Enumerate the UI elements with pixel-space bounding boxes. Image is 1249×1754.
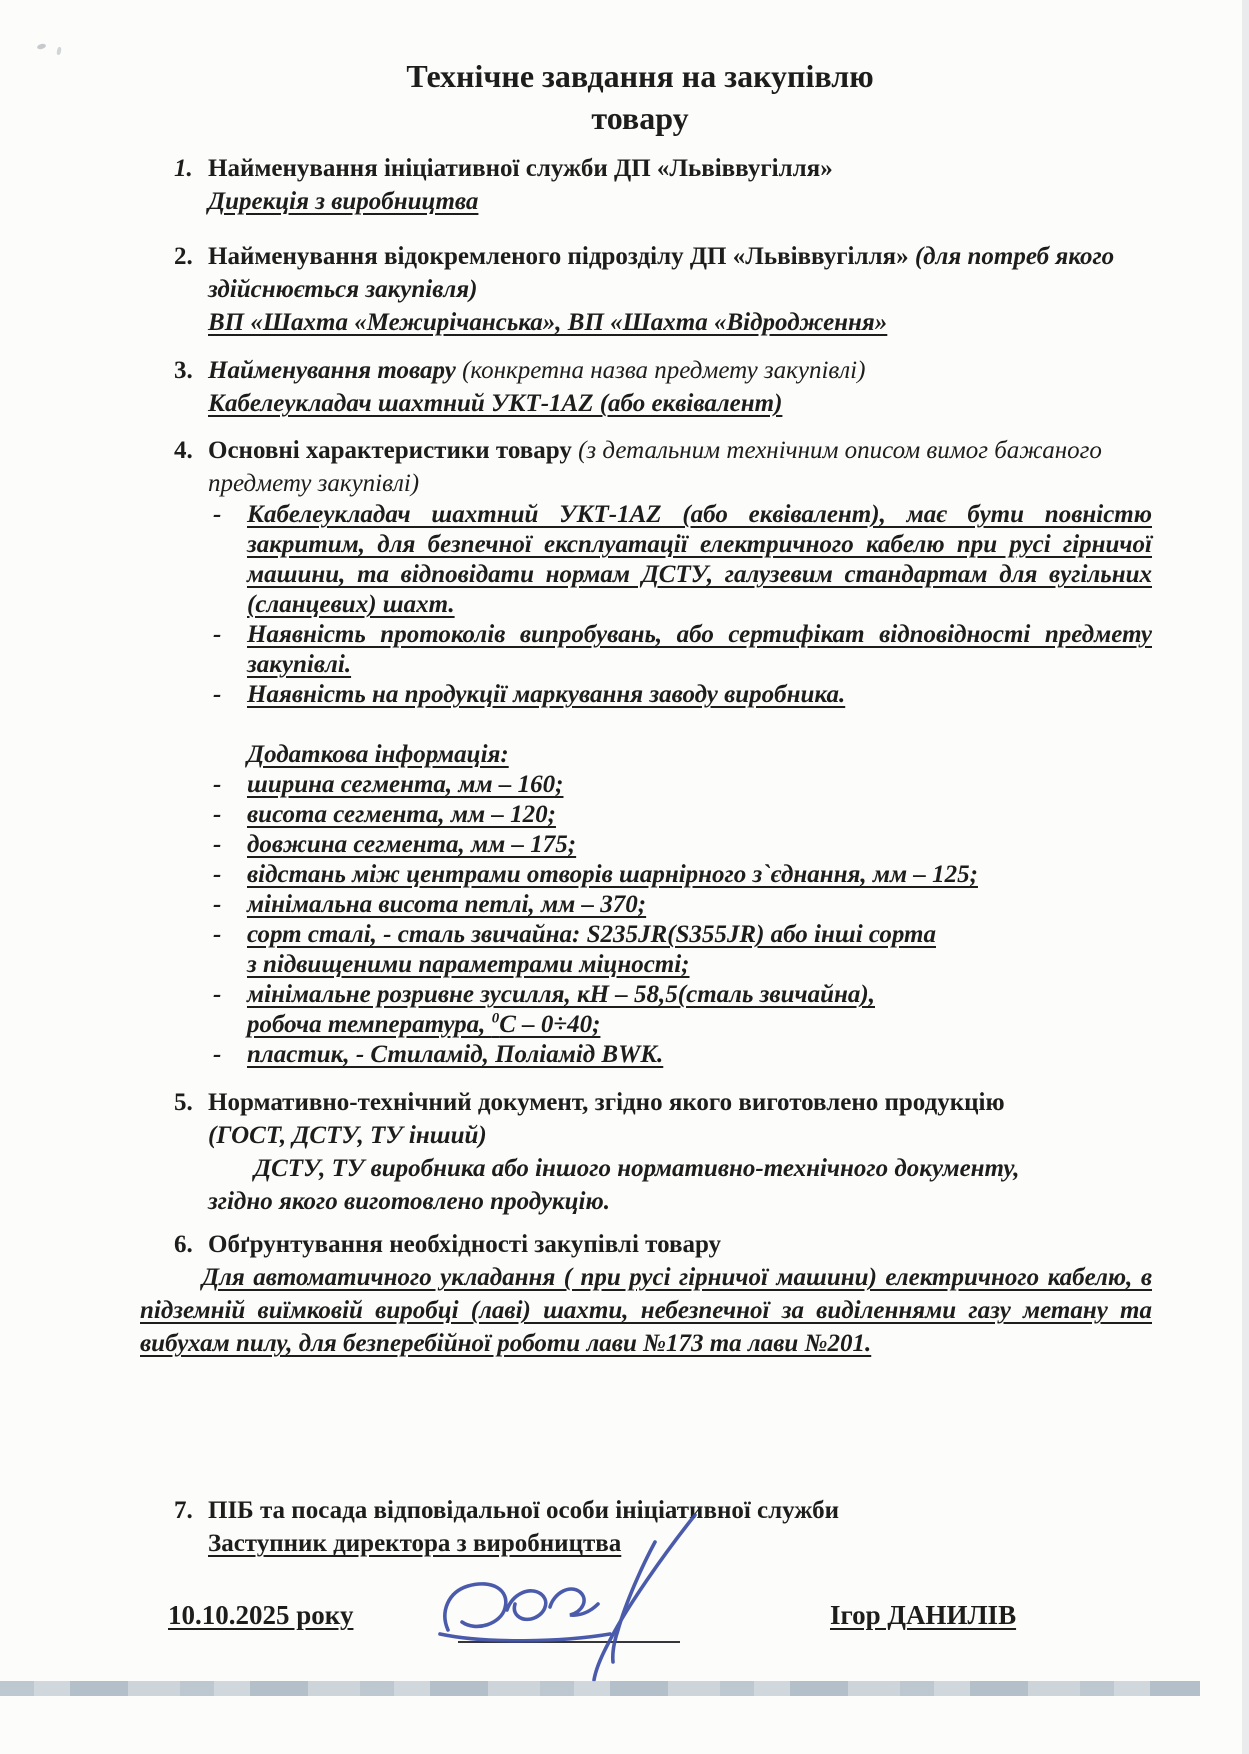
title-line-1: Технічне завдання на закупівлю <box>406 58 874 94</box>
responsible-person-name: Ігор ДАНИЛІВ <box>830 1600 1017 1630</box>
section-6-heading: Обґрунтування необхідності закупівлі товару <box>208 1231 722 1258</box>
requirement-bullet <box>208 620 1152 680</box>
spec-text: ширина сегмента, мм – 160; <box>247 771 564 798</box>
section-1-heading: Найменування ініціативної служби ДП «Львіввугілля» <box>208 155 833 182</box>
section-4-heading <box>208 434 1152 500</box>
bullet-dash: - <box>213 801 222 828</box>
spec-line <box>208 980 1152 1010</box>
spec-continuation <box>247 1010 1152 1040</box>
section-3-answer: Кабелеукладач шахтний УКТ-1AZ (або еквівалент) <box>208 390 783 417</box>
spec-text: мінімальна висота петлі, мм – 370; <box>247 891 647 918</box>
spec-line <box>208 800 1152 830</box>
spec-text: пластик, - Стиламід, Поліамід BWK. <box>247 1041 664 1068</box>
heading-italic-part: (з детальним технічним описом вимог бажаного предмету закупівлі) <box>208 437 1102 497</box>
spec-line <box>208 920 1152 950</box>
requirement-bullet <box>208 500 1152 620</box>
bullet-dash: - <box>213 501 222 528</box>
bullet-dash: - <box>213 681 222 708</box>
spec-text: сорт сталі, - сталь звичайна: S235JR(S355JR) або інші сорта <box>247 921 936 948</box>
spec-text: висота сегмента, мм – 120; <box>247 801 556 828</box>
item-number: 7. <box>174 1497 193 1524</box>
item-number: 3. <box>174 357 193 384</box>
item-number: 6. <box>174 1231 193 1258</box>
heading-bold-part: Найменування товару <box>208 357 463 384</box>
heading-italic-part: (для потреб якого здійснюється закупівля) <box>208 243 1115 303</box>
temp-prefix: робоча температура, <box>247 1011 492 1038</box>
document-date: 10.10.2025 року <box>168 1600 354 1630</box>
item-number: 1. <box>174 155 193 182</box>
spec-text: мінімальне розривне зусилля, кН – 58,5(сталь звичайна), <box>247 981 875 1008</box>
spec-continuation: з підвищеними параметрами міцності; <box>247 951 690 978</box>
scan-artifact-band <box>0 1681 1200 1696</box>
section-5-heading-line2: (ГОСТ, ДСТУ, ТУ інший) <box>208 1122 487 1149</box>
section-5 <box>174 1086 1152 1218</box>
section-2-heading <box>208 240 1152 306</box>
degree-superscript: 0 <box>491 1010 500 1027</box>
requirement-text: Кабелеукладач шахтний УКТ-1AZ (або еквівалент), має бути повністю закритим, для безпечної експлуатації електричного кабелю при русі гірничої машини, та відповідати нормам ДСТУ, галузевим стандартам для вугільних (сланцевих) шахт. <box>247 501 1152 618</box>
heading-bold-part: Основні характеристики товару <box>208 437 579 464</box>
document-title <box>20 55 1249 139</box>
heading-italic-part: (конкретна назва предмету закупівлі) <box>462 357 866 384</box>
section-7-heading: ПІБ та посада відповідальної особи ініціативної служби <box>208 1497 840 1524</box>
section-1 <box>174 152 1152 218</box>
bullet-dash: - <box>213 921 222 948</box>
bullet-dash: - <box>213 771 222 798</box>
bullet-dash: - <box>213 831 222 858</box>
bullet-dash: - <box>213 861 222 888</box>
section-3 <box>174 354 1152 420</box>
requirement-text: Наявність на продукції маркування заводу виробника. <box>247 681 846 708</box>
spec-text: відстань між центрами отворів шарнірного з`єднання, мм – 125; <box>247 861 978 888</box>
bullet-dash: - <box>213 891 222 918</box>
temp-suffix: С – 0÷40; <box>499 1011 601 1038</box>
blank-line <box>208 710 1152 740</box>
spec-line <box>208 890 1152 920</box>
section-5-answer-line1: ДСТУ, ТУ виробника або іншого нормативно-технічного документу, <box>254 1155 1020 1182</box>
item-number: 5. <box>174 1089 193 1116</box>
section-2-answer: ВП «Шахта «Межирічанська», ВП «Шахта «Відродження» <box>208 309 888 336</box>
section-6 <box>140 1228 1152 1360</box>
bullet-dash: - <box>213 1041 222 1068</box>
title-line-2: товару <box>591 100 689 136</box>
bullet-dash: - <box>213 621 222 648</box>
scan-edge-shade <box>1242 0 1249 1754</box>
requirement-text: Наявність протоколів випробувань, або сертифікат відповідності предмету закупівлі. <box>247 621 1152 678</box>
section-4 <box>174 434 1152 1070</box>
section-3-heading <box>208 354 1152 387</box>
item-number: 2. <box>174 243 193 270</box>
section-5-answer-line2: згідно якого виготовлено продукцію. <box>208 1188 610 1215</box>
section-2 <box>174 240 1152 339</box>
spec-text: довжина сегмента, мм – 175; <box>247 831 577 858</box>
spec-line <box>208 830 1152 860</box>
item-number: 4. <box>174 437 193 464</box>
section-7-answer: Заступник директора з виробництва <box>208 1530 622 1557</box>
spec-line <box>208 860 1152 890</box>
section-5-heading-line1: Нормативно-технічний документ, згідно якого виготовлено продукцію <box>208 1089 1005 1116</box>
requirement-bullet <box>208 680 1152 710</box>
bullet-dash: - <box>213 981 222 1008</box>
spec-line <box>208 1040 1152 1070</box>
additional-info-heading: Додаткова інформація: <box>247 741 509 768</box>
heading-bold-part: Найменування відокремленого підрозділу ДП «Львіввугілля» <box>208 243 915 270</box>
scan-corner-mark <box>37 43 47 50</box>
section-1-answer: Дирекція з виробництва <box>208 188 479 215</box>
spec-line <box>208 770 1152 800</box>
section-6-answer: Для автоматичного укладання ( при русі гірничої машини) електричного кабелю, в підземній виїмковій виробці (лаві) шахти, небезпечної за виділеннями газу метану та вибухам пилу, для безперебійної роботи лави №173 та лави №201. <box>140 1264 1152 1357</box>
signature-ink <box>412 1512 712 1682</box>
